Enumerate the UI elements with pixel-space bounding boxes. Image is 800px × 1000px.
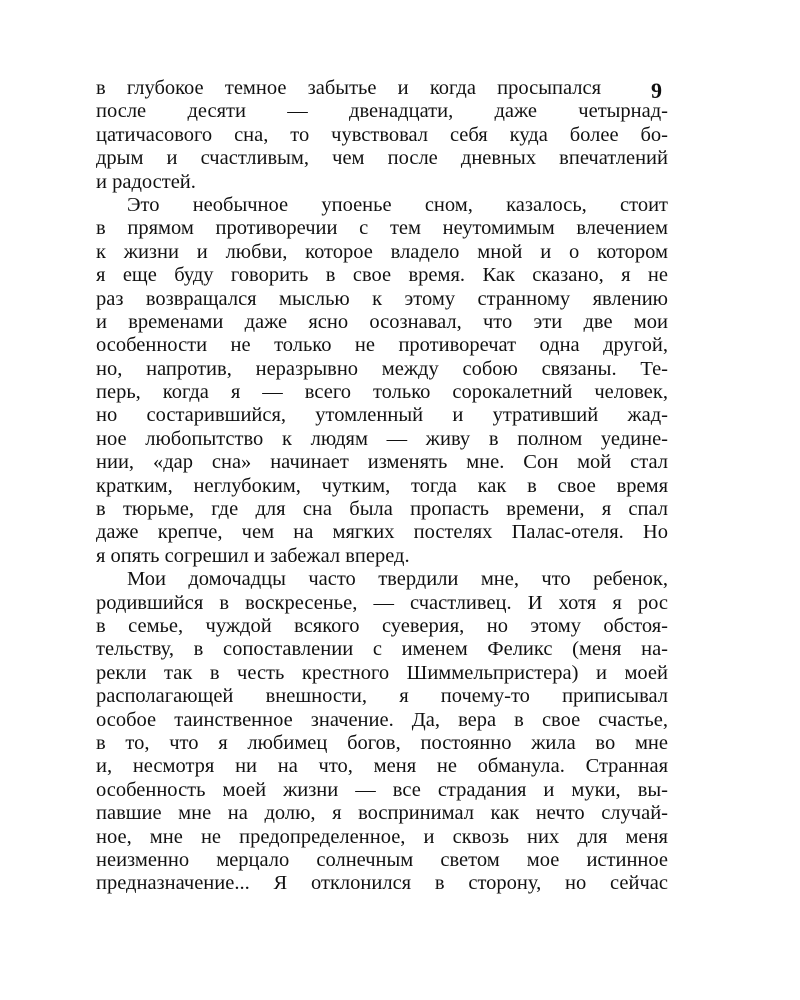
text-line: располагающей внешности, я почему-то приписывал (96, 685, 668, 708)
body-text (96, 77, 668, 896)
text-line: родившийся в воскресенье, — счастливец. И хотя я рос (96, 591, 668, 614)
text-line: особенности не только не противоречат одна другой, (96, 334, 668, 357)
page-number: 9 (651, 78, 662, 103)
text-line: к жизни и любви, которое владело мной и о котором (96, 240, 668, 263)
text-line: павшие мне на долю, я воспринимал как нечто случай- (96, 802, 668, 825)
text-line: в глубокое темное забытье и когда просыпался (96, 77, 601, 99)
text-line: рекли так в честь крестного Шиммельпристера) и моей (96, 661, 668, 684)
text-line: особенность моей жизни — все страдания и муки, вы- (96, 778, 668, 801)
text-line: кратким, неглубоким, чутким, тогда как в свое время (96, 474, 668, 497)
text-line: предназначение... Я отклонился в сторону, но сейчас (96, 872, 668, 895)
text-line: в то, что я любимец богов, постоянно жила во мне (96, 731, 668, 754)
text-line: дрым и счастливым, чем после дневных впечатлений (96, 147, 668, 170)
text-line: перь, когда я — всего только сорокалетний человек, (96, 381, 668, 404)
text-line: и радостей. (96, 170, 196, 193)
text-line: даже крепче, чем на мягких постелях Палас-отеля. Но (96, 521, 668, 544)
text-line: Это необычное упоенье сном, казалось, стоит (127, 193, 668, 216)
text-line: и, несмотря ни на что, меня не обманула. Странная (96, 755, 668, 778)
text-line: нии, «дар сна» начинает изменять мне. Сон мой стал (96, 451, 668, 474)
text-line: я еще буду говорить в свое время. Как сказано, я не (96, 264, 668, 287)
text-line: раз возвращался мыслью к этому странному явлению (96, 287, 668, 310)
text-line: я опять согрешил и забежал вперед. (96, 544, 410, 567)
text-line: тельству, в сопоставлении с именем Феликс (меня на- (96, 638, 668, 661)
text-line: Мои домочадцы часто твердили мне, что ребенок, (127, 568, 668, 591)
text-line: в тюрьме, где для сна была пропасть времени, я спал (96, 498, 668, 521)
text-line: но, напротив, неразрывно между собою связаны. Те- (96, 357, 668, 380)
text-line: в семье, чуждой всякого суеверия, но этому обстоя- (96, 614, 668, 637)
text-line: неизменно мерцало солнечным светом мое истинное (96, 848, 668, 871)
text-line: и временами даже ясно осознавал, что эти две мои (96, 310, 668, 333)
text-line: особое таинственное значение. Да, вера в свое счастье, (96, 708, 668, 731)
text-line: ное любопытство к людям — живу в полном уедине- (96, 427, 668, 450)
text-line: ное, мне не предопределенное, и сквозь них для меня (96, 825, 668, 848)
text-line: в прямом противоречии с тем неутомимым влечением (96, 217, 668, 240)
text-line: но состарившийся, утомленный и утративший жад- (96, 404, 668, 427)
text-line: цатичасового сна, то чувствовал себя куда более бо- (96, 123, 668, 146)
text-line: после десяти — двенадцати, даже четырнад- (96, 100, 668, 123)
